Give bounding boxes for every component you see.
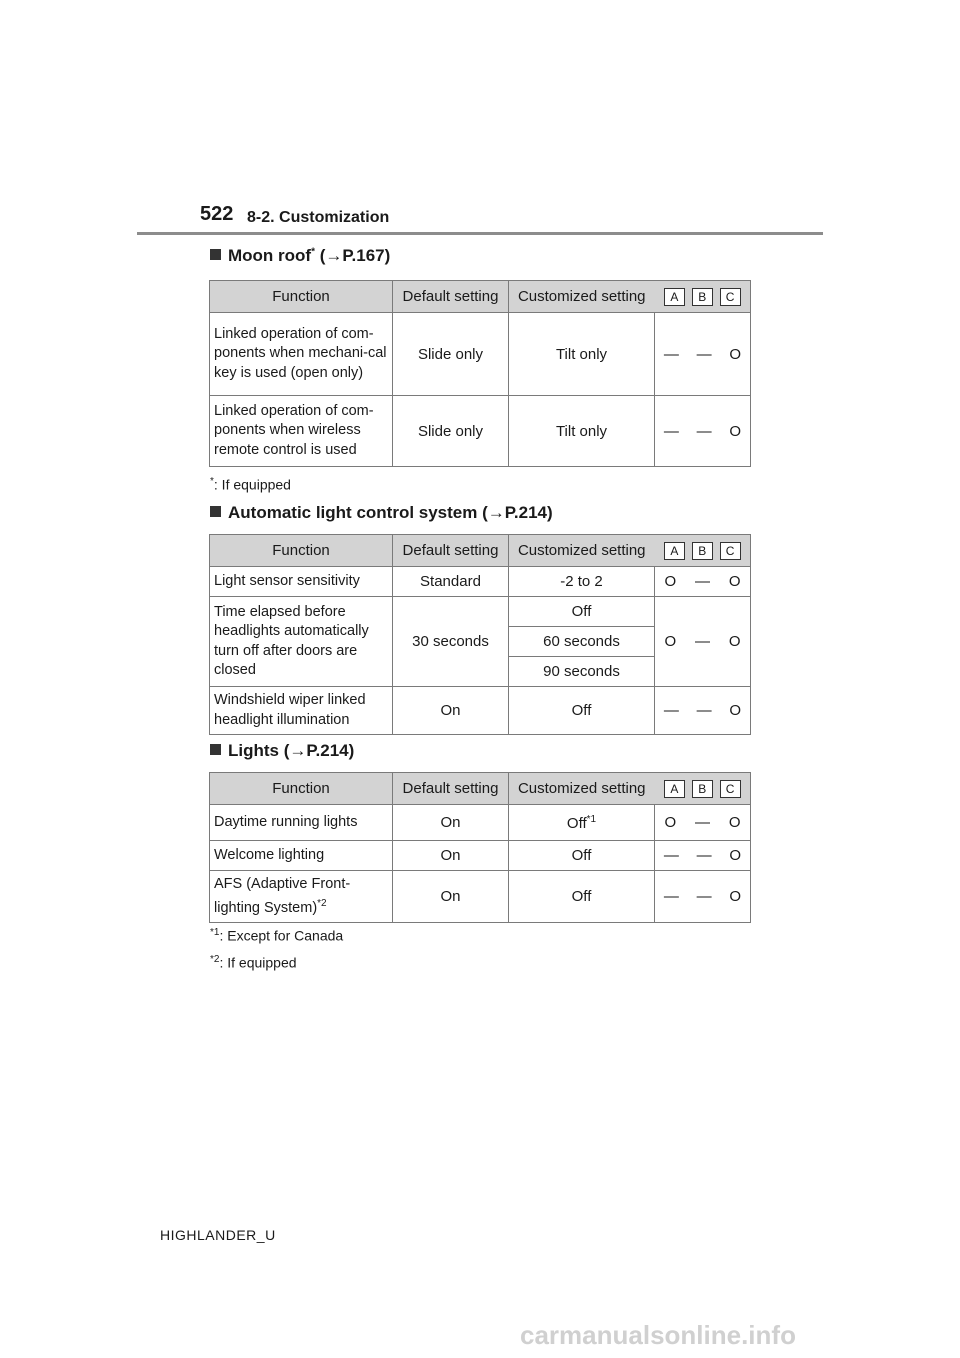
c-icon: C xyxy=(720,288,741,306)
function-cell: AFS (Adaptive Front-lighting System)$^{*2}$ xyxy=(210,871,393,923)
moon-roof-heading: Moon roof* (→P.167) xyxy=(210,246,390,266)
default-cell: Standard xyxy=(393,567,509,597)
default-cell: Slide only xyxy=(393,313,509,396)
c-cell: O xyxy=(729,847,742,864)
b-cell: — xyxy=(696,422,712,440)
b-icon: B xyxy=(692,542,713,560)
table-row xyxy=(210,871,751,923)
function-cell: Linked operation of com-ponents when mechani-cal key is used (open only) xyxy=(210,313,393,396)
default-cell: On xyxy=(393,687,509,735)
custom-cell: Tilt only xyxy=(509,396,655,467)
a-cell: — xyxy=(663,422,679,440)
b-icon: B xyxy=(692,780,713,798)
c-cell: O xyxy=(728,573,741,590)
col-custom: Customized setting xyxy=(509,773,655,805)
a-icon: A xyxy=(664,542,685,560)
c-cell: O xyxy=(729,888,742,905)
b-cell: — xyxy=(696,847,712,864)
square-bullet-icon xyxy=(210,744,221,755)
header-rule xyxy=(137,232,823,235)
b-cell: — xyxy=(694,573,710,590)
table-row xyxy=(210,396,751,467)
table-row xyxy=(210,841,751,871)
b-cell: — xyxy=(696,345,712,363)
custom-option: 90 seconds xyxy=(543,663,620,680)
function-cell: Daytime running lights xyxy=(210,805,393,841)
default-cell: Slide only xyxy=(393,396,509,467)
a-cell: O xyxy=(664,633,677,650)
custom-cell: -2 to 2 xyxy=(509,567,655,597)
col-default: Default setting xyxy=(393,535,509,567)
b-cell: — xyxy=(696,888,712,905)
a-cell: — xyxy=(663,345,679,363)
b-cell: — xyxy=(694,814,710,831)
lights-footnote-1: $^{*1}$: Except for Canada xyxy=(210,927,344,944)
custom-cell: Off xyxy=(509,871,655,923)
default-cell: 30 seconds xyxy=(393,597,509,687)
col-function: Function xyxy=(210,773,393,805)
custom-cell: Tilt only xyxy=(509,313,655,396)
a-icon: A xyxy=(664,288,685,306)
a-cell: O xyxy=(664,814,677,831)
default-cell: On xyxy=(393,871,509,923)
table-header-row xyxy=(210,535,751,567)
c-cell: O xyxy=(728,633,741,650)
table-header-row xyxy=(210,773,751,805)
table-row xyxy=(210,313,751,396)
b-cell: — xyxy=(694,633,710,650)
a-cell: — xyxy=(663,888,679,905)
c-icon: C xyxy=(720,780,741,798)
table-row xyxy=(210,687,751,735)
auto-light-heading: Automatic light control system (→P.214) xyxy=(210,503,553,523)
col-abc xyxy=(655,281,751,313)
moon-roof-footnote: *: If equipped xyxy=(210,476,291,493)
lights-table xyxy=(209,772,751,923)
custom-option: 60 seconds xyxy=(509,627,654,657)
col-custom: Customized setting xyxy=(509,281,655,313)
function-cell: Windshield wiper linked headlight illumination xyxy=(210,687,393,735)
a-cell: — xyxy=(663,847,679,864)
table-header-row xyxy=(210,281,751,313)
watermark-logo: carmanualsonline.info xyxy=(520,1320,796,1350)
c-icon: C xyxy=(720,542,741,560)
b-icon: B xyxy=(692,288,713,306)
custom-cell: Off$^{*1}$ xyxy=(509,805,655,841)
custom-options-cell xyxy=(509,597,655,687)
function-cell: Time elapsed before headlights automatically turn off after doors are closed xyxy=(210,597,393,687)
col-abc xyxy=(655,535,751,567)
table-row xyxy=(210,597,751,687)
c-cell: O xyxy=(729,422,742,440)
custom-cell: Off xyxy=(509,687,655,735)
col-function: Function xyxy=(210,535,393,567)
square-bullet-icon xyxy=(210,249,221,260)
custom-cell: Off xyxy=(509,841,655,871)
default-cell: On xyxy=(393,841,509,871)
col-function: Function xyxy=(210,281,393,313)
col-abc xyxy=(655,773,751,805)
col-custom: Customized setting xyxy=(509,535,655,567)
default-cell: On xyxy=(393,805,509,841)
a-cell: — xyxy=(663,702,679,719)
c-cell: O xyxy=(728,814,741,831)
lights-footnote-2: $^{*2}$: If equipped xyxy=(210,954,297,971)
a-icon: A xyxy=(664,780,685,798)
custom-option: Off xyxy=(509,597,654,627)
function-cell: Welcome lighting xyxy=(210,841,393,871)
col-default: Default setting xyxy=(393,281,509,313)
moon-roof-table xyxy=(209,280,751,467)
b-cell: — xyxy=(696,702,712,719)
table-row xyxy=(210,567,751,597)
model-code: HIGHLANDER_U xyxy=(160,1227,276,1243)
c-cell: O xyxy=(729,702,742,719)
page-number: 522 xyxy=(200,203,234,225)
auto-light-table xyxy=(209,534,751,735)
function-cell: Linked operation of com-ponents when wireless remote control is used xyxy=(210,396,393,467)
lights-heading: Lights (→P.214) xyxy=(210,741,354,761)
col-default: Default setting xyxy=(393,773,509,805)
table-row xyxy=(210,805,751,841)
a-cell: O xyxy=(664,573,677,590)
function-cell: Light sensor sensitivity xyxy=(210,567,393,597)
section-title: 8-2. Customization xyxy=(247,209,390,226)
c-cell: O xyxy=(729,345,742,363)
square-bullet-icon xyxy=(210,506,221,517)
